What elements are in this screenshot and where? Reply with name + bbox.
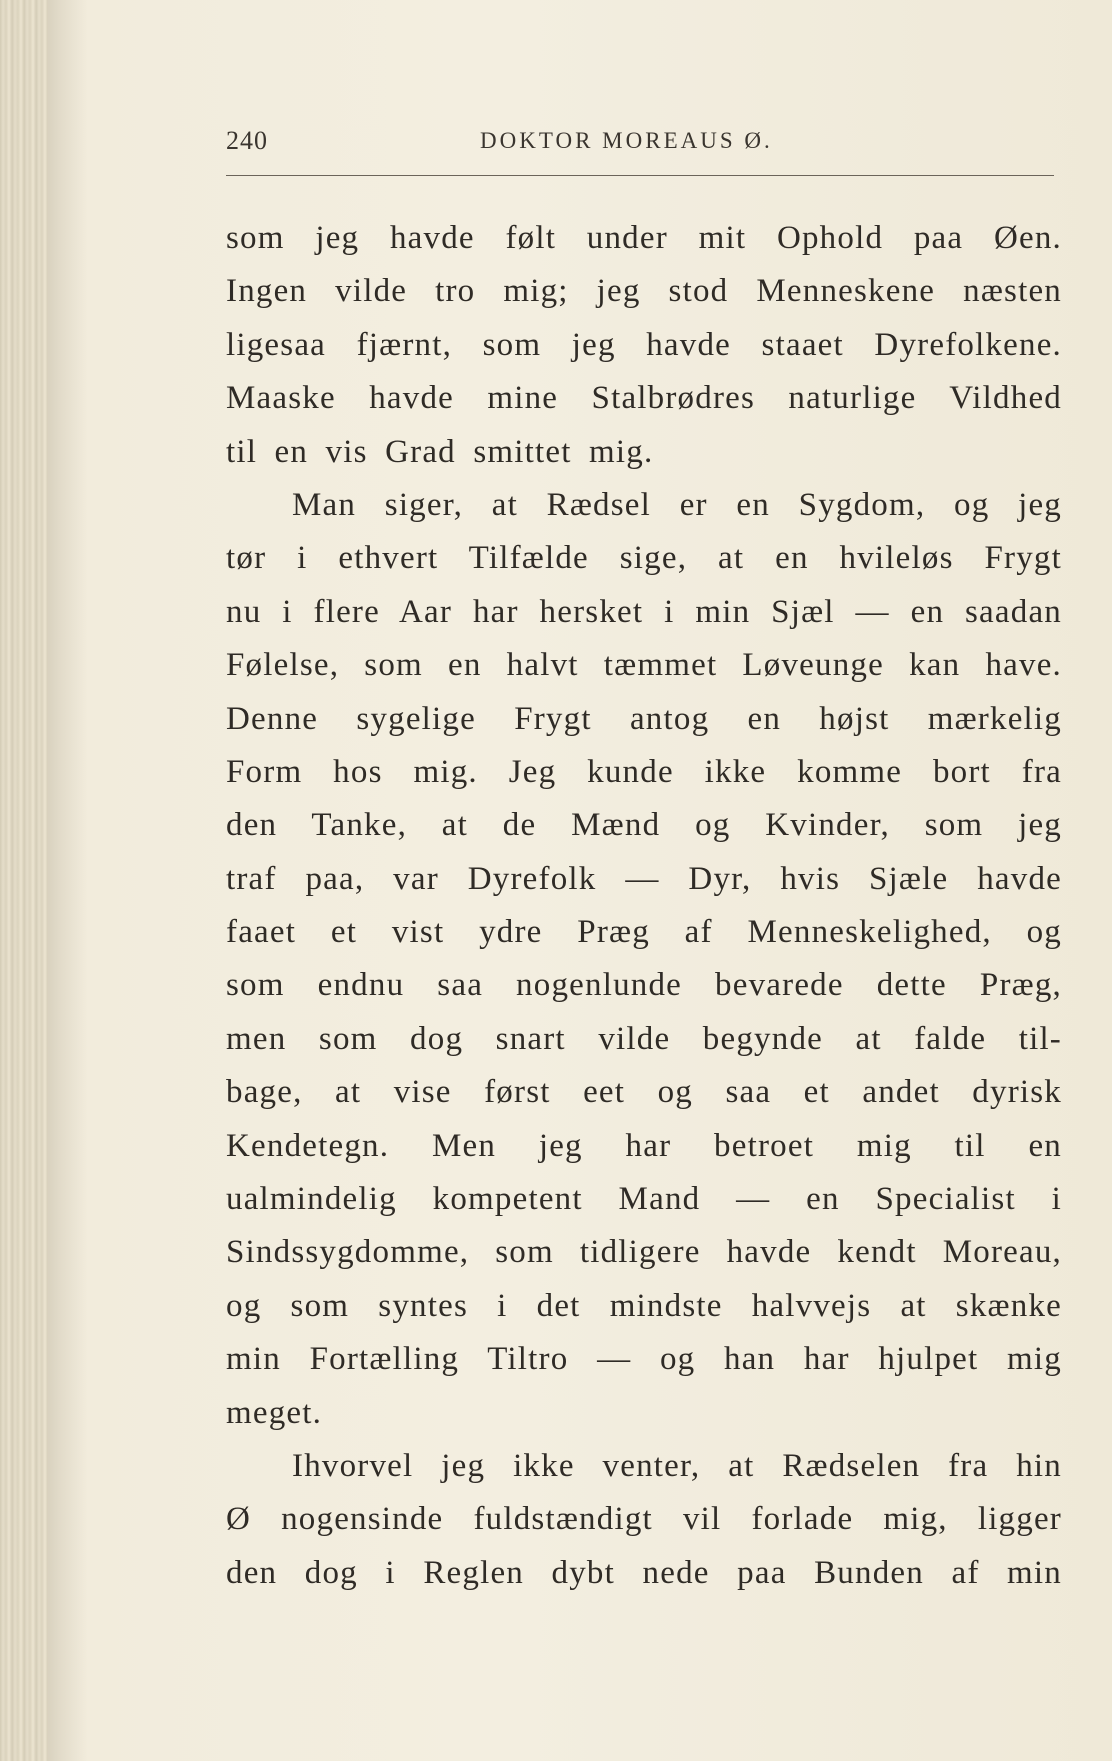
page-header <box>226 126 1062 166</box>
text-line: min Fortælling Tiltro — og han har hjulpet mig <box>226 1341 1062 1378</box>
text-line: tør i ethvert Tilfælde sige, at en hvileløs Frygt <box>226 540 1062 577</box>
text-line: Følelse, som en halvt tæmmet Løveunge kan have. <box>226 647 1062 684</box>
text-line: faaet et vist ydre Præg af Menneskelighed, og <box>226 914 1062 951</box>
running-title: DOKTOR MOREAUS Ø. <box>480 128 773 153</box>
text-line: som endnu saa nogenlunde bevarede dette Præg, <box>226 967 1062 1004</box>
page-number: 240 <box>226 126 268 155</box>
body-text <box>226 212 1062 1600</box>
text-line: nu i flere Aar har hersket i min Sjæl — en saadan <box>226 593 1062 630</box>
text-line: men som dog snart vilde begynde at falde til- <box>226 1020 1062 1057</box>
text-line: Form hos mig. Jeg kunde ikke komme bort fra <box>226 753 1062 790</box>
text-line: Ø nogensinde fuldstændigt vil forlade mig, ligger <box>226 1501 1062 1538</box>
text-line: Ihvorvel jeg ikke venter, at Rædselen fra hin <box>292 1447 1062 1484</box>
text-line: som jeg havde følt under mit Ophold paa Øen. <box>226 220 1062 256</box>
book-gutter <box>0 0 48 1761</box>
text-line: traf paa, var Dyrefolk — Dyr, hvis Sjæle havde <box>226 860 1062 897</box>
text-line: meget. <box>226 1394 323 1431</box>
text-line: den dog i Reglen dybt nede paa Bunden af min <box>226 1554 1062 1591</box>
text-line: og som syntes i det mindste halvvejs at skænke <box>226 1287 1062 1324</box>
text-line: ligesaa fjærnt, som jeg havde staaet Dyrefolkene. <box>226 326 1062 363</box>
text-line: Man siger, at Rædsel er en Sygdom, og jeg <box>292 486 1062 523</box>
text-line: til en vis Grad smittet mig. <box>226 433 654 470</box>
header-rule <box>226 175 1054 176</box>
gutter-shadow <box>48 0 88 1761</box>
text-line: Maaske havde mine Stalbrødres naturlige Vildhed <box>226 380 1062 417</box>
text-line: Sindssygdomme, som tidligere havde kendt Moreau, <box>226 1234 1062 1271</box>
text-line: den Tanke, at de Mænd og Kvinder, som jeg <box>226 807 1062 844</box>
text-line: Denne sygelige Frygt antog en højst mærkelig <box>226 700 1062 737</box>
text-line: bage, at vise først eet og saa et andet dyrisk <box>226 1074 1062 1111</box>
text-line: Kendetegn. Men jeg har betroet mig til en <box>226 1127 1062 1164</box>
text-line: Ingen vilde tro mig; jeg stod Menneskene næsten <box>226 273 1062 310</box>
text-line: ualmindelig kompetent Mand — en Specialist i <box>226 1181 1062 1218</box>
